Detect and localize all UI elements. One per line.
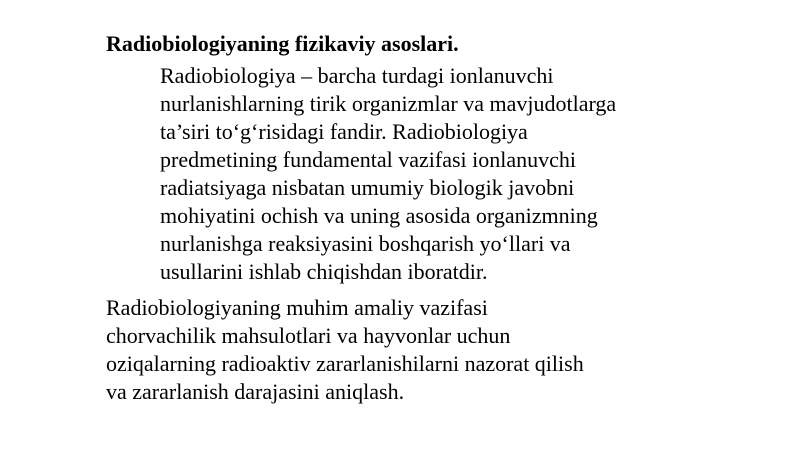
paragraph-line: nurlanishlarning tirik organizmlar va mavjudotlarga xyxy=(160,91,617,116)
paragraph-practical-task xyxy=(106,294,706,406)
paragraph-line: chorvachilik mahsulotlari va hayvonlar uchun xyxy=(106,323,511,348)
paragraph-line: oziqalarning radioaktiv zararlanishilarni nazorat qilish xyxy=(106,351,584,376)
paragraph-line: radiatsiyaga nisbatan umumiy biologik javobni xyxy=(160,175,575,200)
paragraph-line: va zararlanish darajasini aniqlash. xyxy=(106,379,405,404)
paragraph-line: mohiyatini ochish va uning asosida organizmning xyxy=(160,203,598,228)
slide-title: Radiobiologiyaning fizikaviy asoslari. xyxy=(106,31,459,56)
slide-content xyxy=(106,30,706,406)
paragraph-line: usullarini ishlab chiqishdan iboratdir. xyxy=(160,259,488,284)
paragraph-line: predmetining fundamental vazifasi ionlanuvchi xyxy=(160,147,577,172)
paragraph-line: Radiobiologiyaning muhim amaliy vazifasi xyxy=(106,295,488,320)
paragraph-line: nurlanishga reaksiyasini boshqarish yo‘llari va xyxy=(160,231,571,256)
paragraph-line: Radiobiologiya – barcha turdagi ionlanuvchi xyxy=(160,63,554,88)
paragraph-line: ta’siri to‘g‘risidagi fandir. Radiobiologiya xyxy=(160,119,528,144)
paragraph-definition xyxy=(106,62,706,286)
